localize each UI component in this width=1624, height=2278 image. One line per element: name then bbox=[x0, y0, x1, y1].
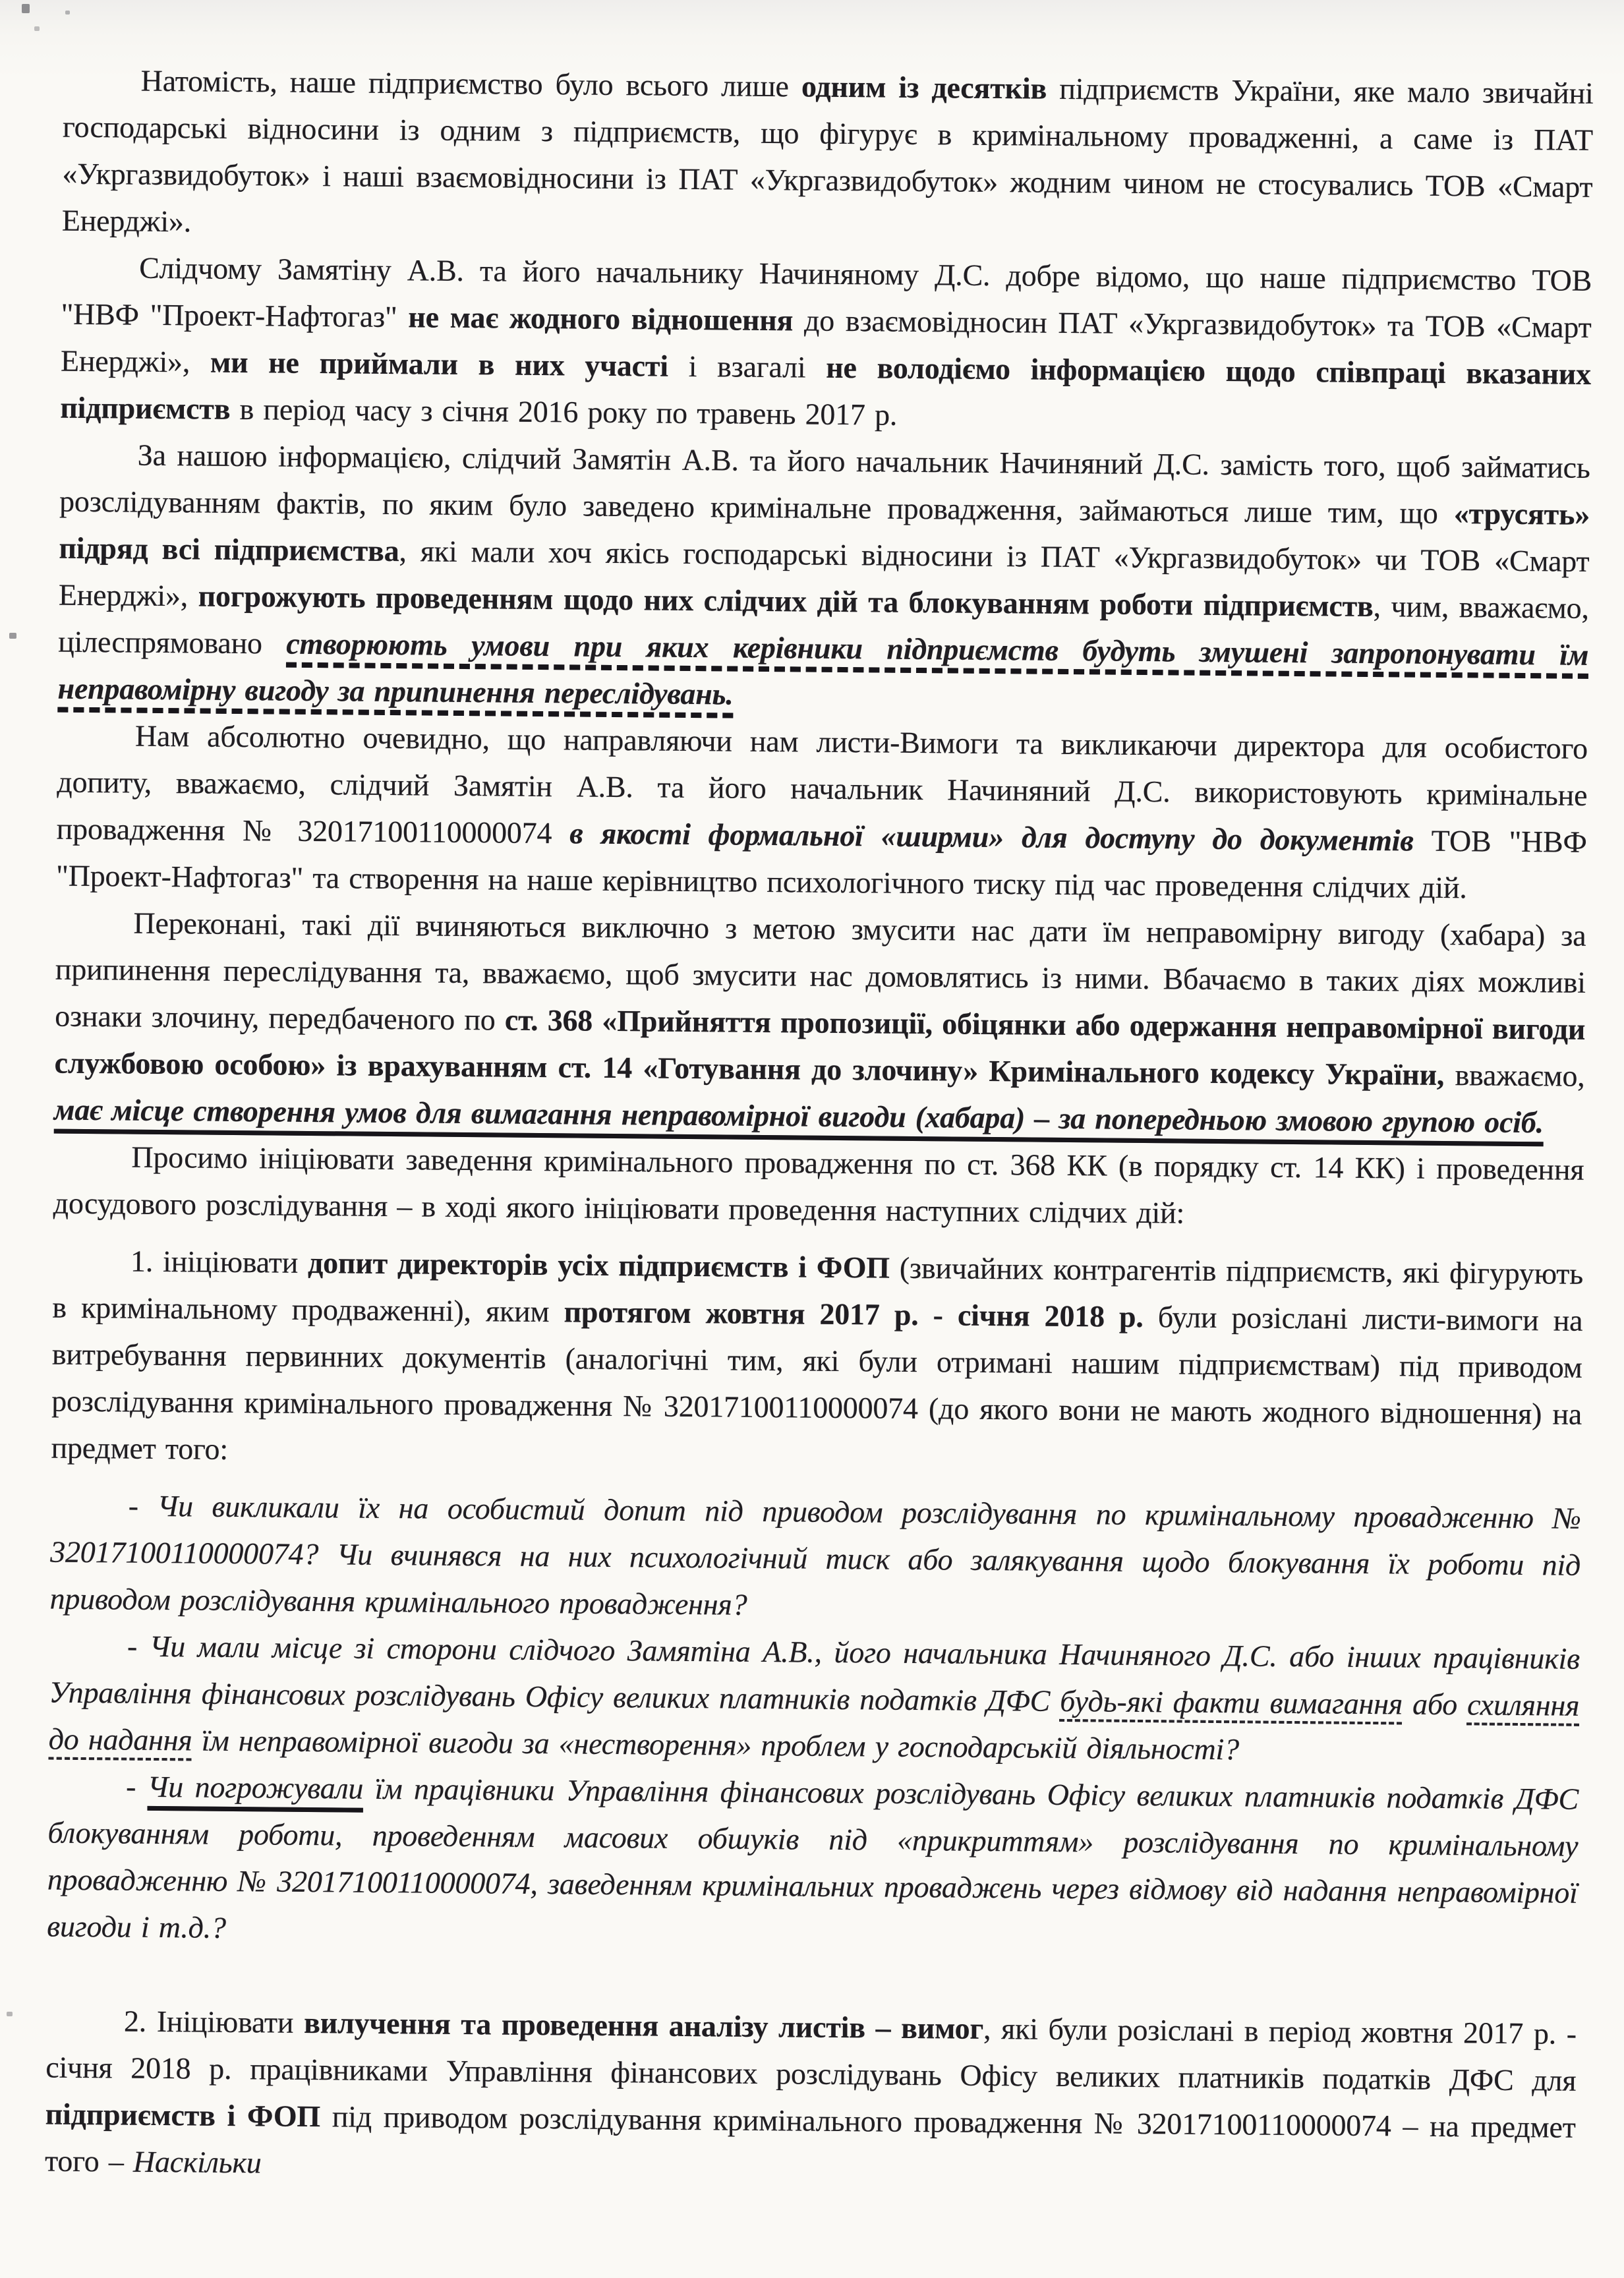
text-run: ст. 368 «Прийняття пропозиції, обіцянки або одержання неправомірної вигоди службовою особою» із врахуванням ст. 14 «Готування до злочину» Кримінального кодексу України, bbox=[54, 1003, 1586, 1092]
text-run: під приводом розслідування кримінального провадження № 32017100110000074 – на предмет того – bbox=[44, 2099, 1576, 2178]
question-item-2 bbox=[48, 1622, 1580, 1776]
text-run: їм працівники Управління фінансових розслідувань Офісу великих платників податків ДФС блокуванням роботи, проведенням масових обшуків під «прикриттям» розслідування по кримінальному провадженню № 32017100110000074, заведенням кримінальних проваджень через відмову від надання неправомірної вигоди і т.д.? bbox=[47, 1771, 1579, 1944]
text-run: були розіслані листи-вимоги на витребування первинних документів (аналогічні тим, які були отримані нашим підприємствам) під приводом розслідування кримінального провадження № 32017100110000074 (до якого вони не мають жодного відношення) на предмет того: bbox=[51, 1300, 1583, 1466]
text-run: Просимо ініціювати заведення кримінального провадження по ст. 368 КК (в порядку ст. 14 КК) і проведення досудового розслідування – в ході якого ініціювати проведення наступних слідчих дій: bbox=[53, 1140, 1584, 1230]
text-run: протягом жовтня 2017 р. - січня 2018 р. bbox=[564, 1295, 1144, 1334]
text-run: в якості формальної «ширми» для доступу до документів bbox=[569, 816, 1414, 858]
scan-artifact bbox=[22, 4, 30, 13]
paragraph-investigator bbox=[60, 244, 1592, 444]
text-run: «трусять» підряд всі підприємства bbox=[59, 496, 1590, 568]
text-run: одним із десятків bbox=[801, 69, 1047, 105]
text-run: , які були розіслані в період жовтня 2017 р. - січня 2018 р. працівниками Управління фінансових розслідувань Офісу великих платників податків ДФС для bbox=[45, 2011, 1577, 2097]
document-text-block bbox=[45, 57, 1594, 2198]
text-run: підприємств і ФОП bbox=[45, 2097, 321, 2134]
scan-artifact bbox=[9, 633, 16, 639]
text-run: до взаємовідносин ПАТ «Укргазвидобуток» та ТОВ «Смарт Енерджі», bbox=[60, 303, 1592, 379]
text-run: або bbox=[1402, 1687, 1468, 1722]
paragraph-article-368 bbox=[54, 899, 1586, 1146]
text-run: вилучення та проведення аналізу листів – вимог bbox=[303, 2005, 984, 2045]
text-run: не володіємо інформацією щодо співпраці вказаних підприємств bbox=[60, 350, 1592, 426]
text-run: підприємств України, яке мало звичайні господарські відносини із одним з підприємств, що фігурує в кримінальному провадженні, а саме із ПАТ «Укргазвидобуток» і наші взаємовідносини із ПАТ «Укргазвидобуток» жодним чином не стосувались ТОВ «Смарт Енерджі». bbox=[61, 71, 1594, 239]
text-run: будь-які факти вимагання bbox=[1060, 1683, 1403, 1721]
question-item-1 bbox=[49, 1482, 1581, 1635]
list-item-2 bbox=[45, 1997, 1577, 2198]
text-run: 1. ініціювати bbox=[130, 1244, 308, 1279]
text-run: Натомість, наше підприємство було всього лише bbox=[140, 63, 802, 103]
question-item-3 bbox=[47, 1763, 1579, 1963]
text-run: - bbox=[125, 1769, 148, 1803]
text-run: Наскільки bbox=[132, 2144, 262, 2180]
text-run: не має жодного відношення bbox=[408, 300, 794, 337]
scan-artifact bbox=[65, 11, 70, 15]
text-run: Переконані, такі дії вчиняються виключно з метою змусити нас дати їм неправомірну вигоду (хабара) за припинення переслідування та, вважаємо, щоб змусити нас домовлятись із ними. Вбачаємо в таких діях можливі ознаки злочину, передбаченого по bbox=[55, 906, 1586, 1037]
text-run: схиляння до надання bbox=[48, 1687, 1580, 1757]
scan-artifact bbox=[7, 2012, 13, 2016]
text-run: ми не приймали в них участі bbox=[210, 345, 669, 383]
text-run: вважаємо, bbox=[1443, 1057, 1585, 1093]
scan-artifact bbox=[34, 26, 40, 31]
text-run: (звичайних контрагентів підприємств, які фігурують в кримінальному продваженні), яким bbox=[52, 1250, 1584, 1329]
text-run: - Чи мали місце зі сторони слідчого Замятіна А.В., його начальника Начиняного Д.С. або інших працівників Управління фінансових розслідувань Офісу великих платників податків ДФС bbox=[49, 1629, 1580, 1718]
text-run: За нашою інформацією, слідчий Замятін А.В. та його начальник Начиняний Д.С. замість того, щоб займатись розслідуванням фактів, по яким було заведено кримінальне провадження, займаються лише тим, що bbox=[59, 438, 1590, 531]
text-run: 2. Ініціювати bbox=[123, 2004, 304, 2039]
list-item-1 bbox=[51, 1237, 1583, 1484]
text-run: їм неправомірної вигоди за «нестворення» проблем у господарській діяльності? bbox=[192, 1723, 1240, 1767]
text-run: і взагалі bbox=[668, 349, 826, 384]
paragraph-screen bbox=[56, 712, 1588, 912]
paragraph-intro bbox=[62, 57, 1594, 257]
text-run: ТОВ "НВФ "Проект-Нафтогаз" та створення на наше керівництво психологічного тиску під час проведення слідчих дій. bbox=[55, 823, 1587, 905]
text-run: має місце створення умов для вимагання неправомірної вигоди (хабара) – за попередньою змовою групою осіб. bbox=[53, 1092, 1544, 1140]
text-run: Слідчому Замятіну А.В. та його начальнику Начиняному Д.С. добре відомо, що наше підприємство ТОВ "НВФ "Проект-Нафтогаз" bbox=[61, 250, 1592, 334]
text-run: створюють умови при яких керівники підприємств будуть змушені запропонувати їм неправомірну вигоду за припинення переслідувань. bbox=[57, 626, 1589, 711]
text-run: погрожують проведенням щодо них слідчих дій та блокуванням роботи підприємств bbox=[198, 579, 1374, 624]
text-run: - Чи викликали їх на особистий допит під приводом розслідування по кримінальному провадженню № 32017100110000074? Чи вчинявся на них психологічний тиск або залякування щодо блокування їх роботи під приводом розслідування кримінального провадження? bbox=[49, 1488, 1581, 1621]
text-run: допит директорів усіх підприємств і ФОП bbox=[307, 1245, 890, 1285]
text-run: , які мали хоч якісь господарські відносини із ПАТ «Укргазвидобуток» чи ТОВ «Смарт Енерджі», bbox=[58, 534, 1590, 613]
text-run: в період часу з січня 2016 року по травень 2017 р. bbox=[230, 392, 898, 432]
paragraph-shakedown bbox=[57, 431, 1590, 725]
text-run: Нам абсолютно очевидно, що направляючи нам листи-Вимоги та викликаючи директора для особистого допиту, вважаємо, слідчий Замятін А.В. та його начальник Начиняний Д.С. використовують кримінальне провадження № 32017100110000074 bbox=[56, 718, 1588, 850]
text-run: , чим, вважаємо, цілеспрямовано bbox=[58, 589, 1590, 660]
paragraph-request bbox=[53, 1133, 1584, 1240]
text-run: Чи погрожували bbox=[147, 1769, 364, 1805]
